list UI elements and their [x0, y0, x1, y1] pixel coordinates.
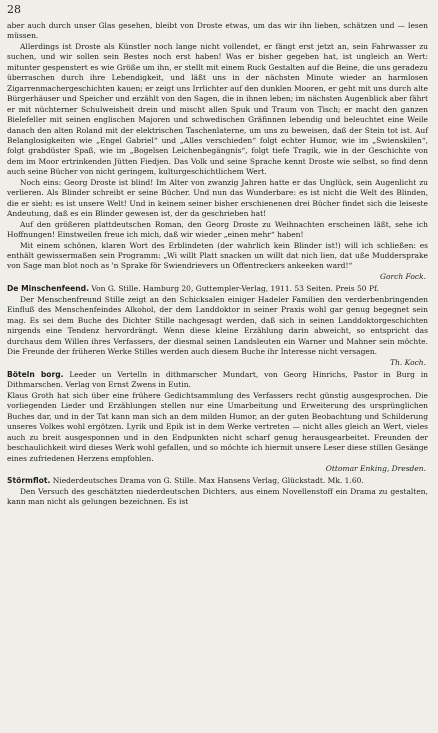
page-number: 28	[7, 3, 21, 16]
review-body: Den Versuch des geschätzten niederdeutschen Dichters, aus einem Novellenstoff ein Drama zu gestalten, kann man nicht als gelungen bezeichnen. Es ist	[7, 486, 428, 507]
review-title: Böteln borg.	[7, 369, 64, 379]
review-heading	[7, 284, 428, 294]
article-paragraph: aber auch durch unser Glas gesehen, bleibt von Droste etwas, um das wir ihn lieben, schätzen und — lesen müssen.	[7, 21, 428, 41]
article-paragraph: Auf den größeren plattdeutschen Roman, den Georg Droste zu Weihnachten erscheinen läßt, sehe ich Hoffnungen! Einstweilen freue ich mich, daß wir wieder „einen mehr“ haben!	[7, 219, 428, 240]
droste-article	[7, 21, 428, 282]
article-paragraph: Noch eins: Georg Droste ist blind! Im Alter von zwanzig Jahren hatte er das Unglück, sein Augenlicht zu verlieren. Als Blinder schreibt er seine Bücher. Und nun das Wunderbare: es ist nicht die Welt des Blinden, die er sieht: es ist unsere Welt! Und in keinem seiner bisher erschienenen drei Bücher findet sich die leiseste Andeutung, daß es ein Blinder gewesen ist, der da geschrieben hat!	[7, 177, 428, 219]
review-publication-info: Leeder un Vertelln in dithmarscher Mundart, von Georg Hinrichs, Pastor in Burg in Dithmarschen. Verlag von Ernst Zwens in Eutin.	[7, 369, 428, 390]
review-signature: Ottomar Enking, Dresden.	[325, 464, 426, 474]
review-title: Störmflot.	[7, 476, 51, 486]
review-body: Der Menschenfreund Stille zeigt an den Schicksalen einiger Hadeler Familien den verderbenbringenden Einfluß des Menschenfeindes Alkohol, der dem Landdoktor in seiner Praxis wohl gar genug begegnet sein mag. Es sei dem Buche des Dichter Stille nachgesagt werden, daß sich in seinen Landdoktorgeschichten nirgends eine Tendenz hervordrängt. Wenn diese kleine Erzählung darin abweicht, so entspricht das durchaus dem Willen ihres Verfassers, der diesmal seinen Landsleuten ein Warner und Mahner sein möchte. Die Freunde der früheren Werke Stilles werden auch diesem Buche ihr Interesse nicht versagen.	[7, 294, 428, 357]
page-body	[7, 21, 428, 508]
article-paragraph: Mit einem schönen, klaren Wort des Erblindeten (der wahrlich kein Blinder ist!) will ich schließen: es enthält gewissermaßen sein Programm: „Wi willt Platt snacken un willt dat nich lien, dat uße Muddersprake von Sage man blot noch as 'n Sprake för Swiendrievers un Offentreckers ankeeken ward!“	[7, 240, 428, 271]
review-signature: Th. Koch.	[390, 357, 426, 367]
article-paragraph: Allerdings ist Droste als Künstler noch lange nicht vollendet, er fängt erst jetzt an, sein Fahrwasser zu suchen, und wir sollen sein Bestes noch erst haben! Was er bisher gegeben hat, ist ungleich an Wert: mitunter gespenstert es wie Größe um ihn, er stellt mit einem Ruck Gestalten auf die Beine, die uns geradezu überraschen durch ihre Lebendigkeit, und läßt uns in der nächsten Minute wieder an harmlosen Zigarrenmachergeschichten kauen; er zeigt uns Irrlichter auf den dunklen Mooren, er geht mit uns durch alte Bürgerhäuser und Speicher und erzählt von den Sagen, die in ihnen leben; im nächsten Augenblick aber fährt er mit nüchterner Schulweisheit drein und mischt allen Spuk und Traum von Tisch; er macht den ganzen Bielefeller mit seinen englischen Majoren und schwedischen Gräfinnen lebendig und beleuchtet eine Weile danach den alten Roland mit der elektrischen Taschenlaterne, um uns zu beweisen, daß der Stein tot ist. Auf Belanglosigkeiten wie „Engel Gabriel“ und „Alles verschieden“ folgt echter Humor, wie im „Swienskilen“, folgt grabdüster Spaß, wie im „Bogelsen Leichenbegängnis“, folgt tiefe Tragik, wie in der Geschichte von dem im Moor ertrinkenden Jütten Fiedjen. Das Volk und seine Sprache kennt Droste wie selbst, so find denn auch seine Bücher von nicht geringem, kulturgeschichtlichem Wert.	[7, 41, 428, 177]
review-heading	[7, 370, 428, 391]
review-heading	[7, 476, 428, 486]
review-stoermflot	[7, 476, 428, 507]
review-minschenfeend	[7, 284, 428, 368]
review-publication-info: Niederdeutsches Drama von G. Stille. Max Hansens Verlag, Glückstadt. Mk. 1.60.	[52, 476, 364, 486]
review-publication-info: Von G. Stille. Hamburg 20, Guttempler-Verlag, 1911. 53 Seiten. Preis 50 Pf.	[91, 284, 379, 294]
article-signature: Gorch Fock.	[380, 271, 426, 281]
review-body: Klaus Groth hat sich über eine frühere Gedichtsammlung des Verfassers recht günstig ausgesprochen. Die vorliegenden Lieder und Erzählungen stellen nur eine Umarbeitung und Erweiterung des ursprünglichen Buches dar, und in der Tat kann man sich an dem milden Humor, an der guten Beobachtung und Schilderung unseres Volkes wohl ergötzen. Lyrik und Epik ist in dem Werke vertreten — nicht alles gleich an Wert, vieles auch zu breit ausgesponnen und in den Endpunkten nicht scharf genug herausgearbeitet. Freunden der beschaulichkeit wird dieses Werk wohl gefallen, und so möchte ich hiermit unsere Leser diese stillen Gesänge eines zufriedenen Herzens empfohlen.	[7, 390, 428, 463]
review-title: De Minschenfeend.	[7, 284, 89, 294]
review-boeteln-borg	[7, 370, 428, 475]
